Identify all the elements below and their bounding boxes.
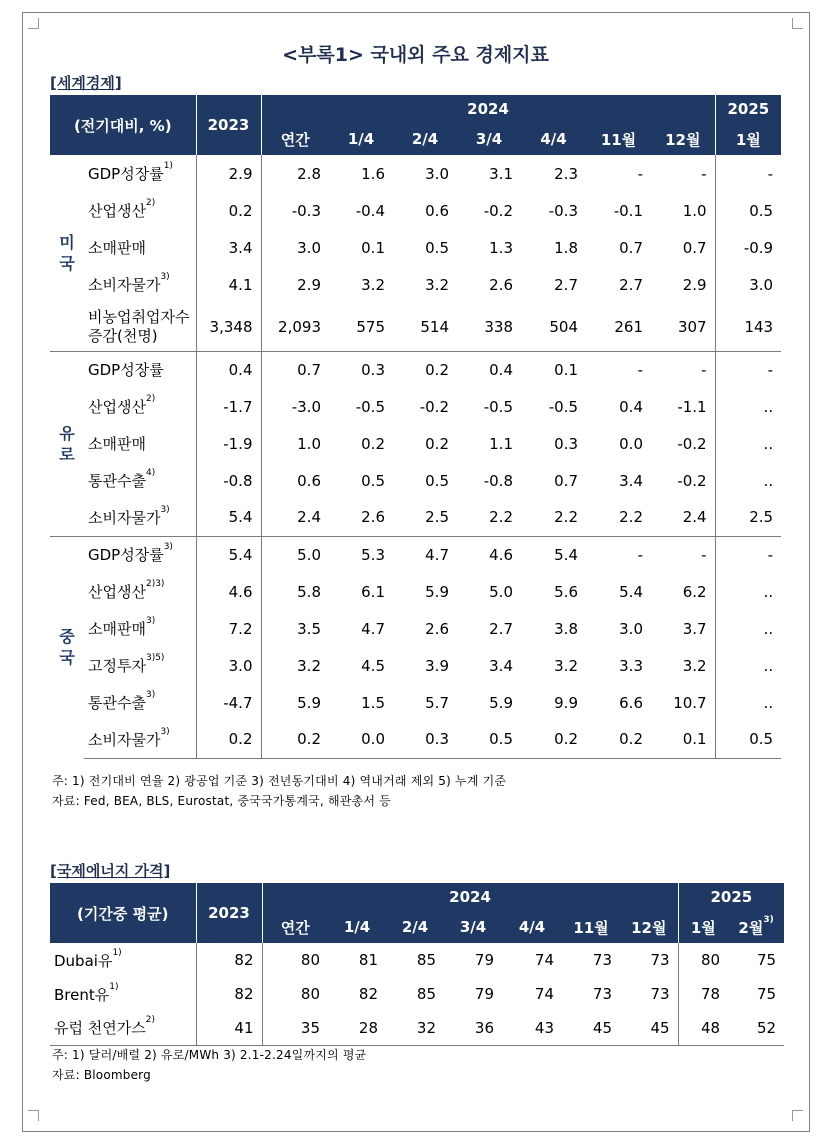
row-label: 산업생산$^{2)3)}$ [84,573,196,610]
row-label: 소매판매 [84,229,196,266]
table-cell: 2.8 [297,164,321,183]
table-row [50,499,781,536]
table-cell: 81 [358,951,378,969]
row-label: 소매판매$^{3)}$ [84,610,196,647]
row-label: 소비자물가$^{3)}$ [84,266,196,303]
table-cell: 3.0 [196,647,261,684]
table-cell: 2.2 [554,508,578,527]
header-col: 3/4 [444,911,502,943]
table-cell: -0.2 [651,425,715,462]
table-cell: 1.0 [297,434,321,453]
world-notes: 주: 1) 전기대비 연율 2) 광공업 기준 3) 전년동기대비 4) 역내거래 제외 5) 누계 기준 [52,774,507,788]
header-col: 11월 [586,123,651,155]
row-label: GDP성장률$^{3)}$ [84,536,196,573]
page-title: <부록1> 국내외 주요 경제지표 [282,44,549,66]
table-cell: -3.0 [291,397,321,416]
table-cell: 0.0 [619,434,643,453]
table-cell: 0.2 [261,721,329,758]
energy-notes: 주: 1) 달러/배럴 2) 유로/MWh 3) 2.1-2.24일까지의 평균 [52,1048,367,1062]
table-cell: 0.7 [619,238,643,257]
table-cell: 80 [701,951,721,969]
table-cell: -0.3 [291,201,321,220]
table-cell: -0.1 [613,201,643,220]
table-cell: 1.0 [651,192,715,229]
table-cell: 73 [592,951,612,969]
table-cell: - [651,351,715,388]
table-cell: 3.8 [554,619,578,638]
table-cell: 2.2 [619,508,643,527]
table-cell: 0.7 [651,229,715,266]
table-row [50,977,784,1011]
table-cell: 73 [620,977,678,1011]
table-cell: 143 [744,317,774,336]
table-cell: 75 [757,951,777,969]
table-row [50,462,781,499]
table-cell: 4.7 [361,619,385,638]
country-char: 미 [59,232,75,252]
table-cell: 5.4 [196,499,261,536]
table-cell: 5.9 [425,582,449,601]
table-cell: 2.9 [196,155,261,192]
table-cell: 2.6 [489,275,513,294]
table-cell: 5.0 [261,536,329,573]
table-row [50,388,781,425]
table-row [50,351,781,388]
table-cell: 2.7 [554,275,578,294]
country-char: 유 [59,423,75,443]
table-cell: 504 [549,317,578,336]
header-col: 12월 [651,123,715,155]
table-cell: 575 [356,317,385,336]
table-cell: .. [763,693,774,712]
table-cell: .. [763,582,774,601]
table-row [50,573,781,610]
table-cell: 0.1 [361,238,385,257]
header-2024: 2024 [261,95,715,123]
table-cell: 32 [386,1011,444,1045]
table-cell: 6.1 [361,582,385,601]
table-cell: -0.5 [355,397,385,416]
table-cell: 78 [701,985,721,1003]
table-cell: 1.8 [554,238,578,257]
table-cell: -0.5 [548,397,578,416]
table-cell: - [651,155,715,192]
table-cell: 35 [262,1011,328,1045]
table-row [50,684,781,721]
table-cell: 7.2 [196,610,261,647]
table-cell: 0.7 [261,351,329,388]
table-cell: - [715,536,781,573]
header-unit: (전기대비, %) [50,95,196,155]
table-cell: 0.1 [651,721,715,758]
row-label: 고정투자$^{3)5)}$ [84,647,196,684]
table-cell: 1.6 [361,164,385,183]
table-cell: 0.5 [425,471,449,490]
table-row [50,1011,784,1045]
table-row [50,303,781,351]
table-cell: 0.2 [361,434,385,453]
table-cell: 2.5 [425,508,449,527]
table-cell: 0.3 [554,434,578,453]
header-2023: 2023 [196,95,261,155]
header-2023: 2023 [196,883,262,943]
table-cell: 3.4 [619,471,643,490]
table-cell: 82 [196,977,262,1011]
table-row [50,425,781,462]
table-cell: 3.9 [425,656,449,675]
table-cell: -0.8 [196,462,261,499]
table-row [50,192,781,229]
energy-source: 자료: Bloomberg [52,1068,151,1082]
table-cell: -0.8 [483,471,513,490]
table-cell: 1.1 [489,434,513,453]
crop-mark [792,18,803,29]
table-cell: 0.5 [361,471,385,490]
header-col: 2월$^{3)}$ [728,911,784,943]
table-cell: 0.5 [749,201,774,220]
table-cell: -0.2 [651,462,715,499]
table-cell: 5.6 [554,582,578,601]
country-label [50,155,84,351]
table-cell: 0.1 [521,351,586,388]
table-cell: 3.0 [297,238,321,257]
row-label: Dubai유$^{1)}$ [50,943,196,977]
table-cell: 73 [620,943,678,977]
table-cell: 4.1 [196,266,261,303]
table-cell: 28 [328,1011,386,1045]
country-label [50,351,84,536]
table-row [50,266,781,303]
table-cell: 73 [592,985,612,1003]
header-2025: 2025 [678,883,784,911]
table-cell: 45 [620,1011,678,1045]
table-cell: 79 [474,951,494,969]
header-col: 2/4 [393,123,457,155]
table-cell: 0.2 [521,721,586,758]
table-row [50,229,781,266]
table-cell: 338 [484,317,513,336]
row-label: GDP성장률 [84,351,196,388]
table-cell: 514 [420,317,449,336]
table-cell: 2.7 [619,275,643,294]
table-cell: 261 [614,317,643,336]
table-cell: 3.2 [651,647,715,684]
table-cell: - [715,351,781,388]
table-cell: 4.7 [393,536,457,573]
table-cell: 2.3 [554,164,578,183]
table-cell: 3.2 [297,656,321,675]
table-cell: 2.4 [651,499,715,536]
header-col: 연간 [261,123,329,155]
table-cell: 0.2 [425,434,449,453]
table-row [50,943,784,977]
table-cell: 80 [300,951,320,969]
table-cell: 3.0 [749,275,774,294]
table-cell: 2,093 [278,317,321,336]
table-row [50,610,781,647]
table-cell: 5.9 [489,693,513,712]
country-char: 중 [59,627,75,647]
table-cell: 2.6 [425,619,449,638]
crop-mark [28,1110,39,1121]
row-label: 산업생산$^{2)}$ [84,192,196,229]
row-label: 소비자물가$^{3)}$ [84,499,196,536]
table-cell: 0.6 [425,201,449,220]
table-cell: .. [763,471,774,490]
table-cell: 3.1 [489,164,513,183]
table-row [50,155,781,192]
header-col: 2/4 [386,911,444,943]
table-cell: 3.2 [361,275,385,294]
header-unit: (기간중 평균) [50,883,196,943]
table-cell: 82 [358,985,378,1003]
table-cell: - [586,536,651,573]
header-col: 연간 [262,911,328,943]
header-col: 12월 [620,911,678,943]
table-cell: 48 [678,1011,728,1045]
table-cell: 80 [300,985,320,1003]
table-cell: 5.4 [196,536,261,573]
table-cell: 0.5 [457,721,521,758]
table-cell: 36 [444,1011,502,1045]
table-cell: 0.2 [393,351,457,388]
table-cell: .. [763,397,774,416]
table-cell: -1.1 [651,388,715,425]
table-cell: 3.4 [489,656,513,675]
table-cell: 5.0 [489,582,513,601]
table-cell: 0.2 [196,192,261,229]
header-col: 3/4 [457,123,521,155]
row-label: 통관수출$^{3)}$ [84,684,196,721]
table-cell: 2.7 [489,619,513,638]
country-char: 국 [59,648,75,668]
table-cell: 43 [502,1011,562,1045]
table-cell: 0.4 [457,351,521,388]
table-cell: 9.9 [554,693,578,712]
table-cell: 3.2 [554,656,578,675]
table-cell: 4.6 [457,536,521,573]
table-cell: .. [763,434,774,453]
table-cell: .. [763,619,774,638]
table-cell: 0.6 [297,471,321,490]
header-col: 4/4 [502,911,562,943]
table-cell: 1.5 [361,693,385,712]
table-cell: 3.4 [196,229,261,266]
table-cell: 10.7 [651,684,715,721]
table-cell: 5.4 [619,582,643,601]
table-cell: .. [763,656,774,675]
table-cell: 2.2 [489,508,513,527]
header-col: 1/4 [328,911,386,943]
row-label: 소매판매 [84,425,196,462]
table-cell: 0.5 [715,721,781,758]
table-cell: 82 [196,943,262,977]
table-cell: 2.9 [651,266,715,303]
table-cell: 3.5 [297,619,321,638]
table-cell: 85 [416,985,436,1003]
table-cell: -4.7 [196,684,261,721]
country-char: 로 [59,444,75,464]
row-label: 통관수출$^{4)}$ [84,462,196,499]
row-label: 소비자물가$^{3)}$ [84,721,196,758]
table-cell: - [586,351,651,388]
table-cell: 5.9 [297,693,321,712]
header-col: 1/4 [329,123,393,155]
table-cell: 3.0 [425,164,449,183]
table-cell: -0.5 [483,397,513,416]
section-label-energy: [국제에너지 가격] [50,862,171,880]
world-economy-table [50,95,781,759]
table-cell: 307 [651,303,715,351]
table-row [50,721,781,758]
table-cell: -0.3 [548,201,578,220]
table-cell: 79 [474,985,494,1003]
table-cell: -1.9 [196,425,261,462]
table-cell: -1.7 [196,388,261,425]
header-2024: 2024 [262,883,678,911]
table-row [50,536,781,573]
table-cell: 4.6 [196,573,261,610]
country-label [50,536,84,758]
table-cell: 3,348 [196,303,261,351]
table-cell: - [767,164,774,183]
table-cell: 0.3 [329,351,393,388]
table-cell: 2.5 [749,508,774,527]
row-label: 산업생산$^{2)}$ [84,388,196,425]
row-label: 유럽 천연가스$^{2)}$ [50,1011,196,1045]
table-cell: -0.4 [355,201,385,220]
table-cell: 2.4 [297,508,321,527]
table-cell: 74 [534,985,554,1003]
table-cell: 3.0 [619,619,643,638]
table-cell: 6.2 [651,573,715,610]
table-cell: 75 [757,985,777,1003]
row-label: 비농업취업자수 증감(천명) [84,303,196,351]
table-cell: 52 [728,1011,784,1045]
table-cell: 2.9 [297,275,321,294]
table-cell: 0.4 [196,351,261,388]
table-row [50,647,781,684]
header-col: 4/4 [521,123,586,155]
table-cell: 6.6 [619,693,643,712]
table-cell: - [637,164,643,183]
crop-mark [792,1110,803,1121]
table-cell: -0.2 [483,201,513,220]
header-col: 11월 [562,911,620,943]
table-cell: 1.3 [489,238,513,257]
table-cell: 0.4 [619,397,643,416]
table-cell: 85 [416,951,436,969]
header-col: 1월 [715,123,781,155]
table-cell: 0.2 [586,721,651,758]
table-cell: 3.2 [425,275,449,294]
table-cell: 5.4 [521,536,586,573]
table-cell: 0.2 [196,721,261,758]
table-cell: 0.3 [393,721,457,758]
table-cell: 0.0 [329,721,393,758]
table-cell: 2.6 [361,508,385,527]
table-cell: 3.7 [651,610,715,647]
table-cell: 5.8 [297,582,321,601]
table-cell: 5.7 [425,693,449,712]
country-char: 국 [59,253,75,273]
table-cell: 4.5 [361,656,385,675]
table-cell: 41 [196,1011,262,1045]
row-label: GDP성장률$^{1)}$ [84,155,196,192]
world-source: 자료: Fed, BEA, BLS, Eurostat, 중국국가통계국, 해관총서 등 [52,794,391,808]
table-cell: -0.2 [419,397,449,416]
table-cell: 5.3 [329,536,393,573]
table-cell: 3.3 [619,656,643,675]
energy-price-table [50,883,784,1046]
table-cell: 45 [562,1011,620,1045]
table-cell: 0.5 [425,238,449,257]
row-label: Brent유$^{1)}$ [50,977,196,1011]
crop-mark [28,18,39,29]
header-col: 1월 [678,911,728,943]
table-cell: 0.7 [554,471,578,490]
table-cell: - [651,536,715,573]
table-cell: -0.9 [743,238,774,257]
header-2025: 2025 [715,95,781,123]
table-cell: 74 [534,951,554,969]
section-label-world: [세계경제] [50,74,122,92]
